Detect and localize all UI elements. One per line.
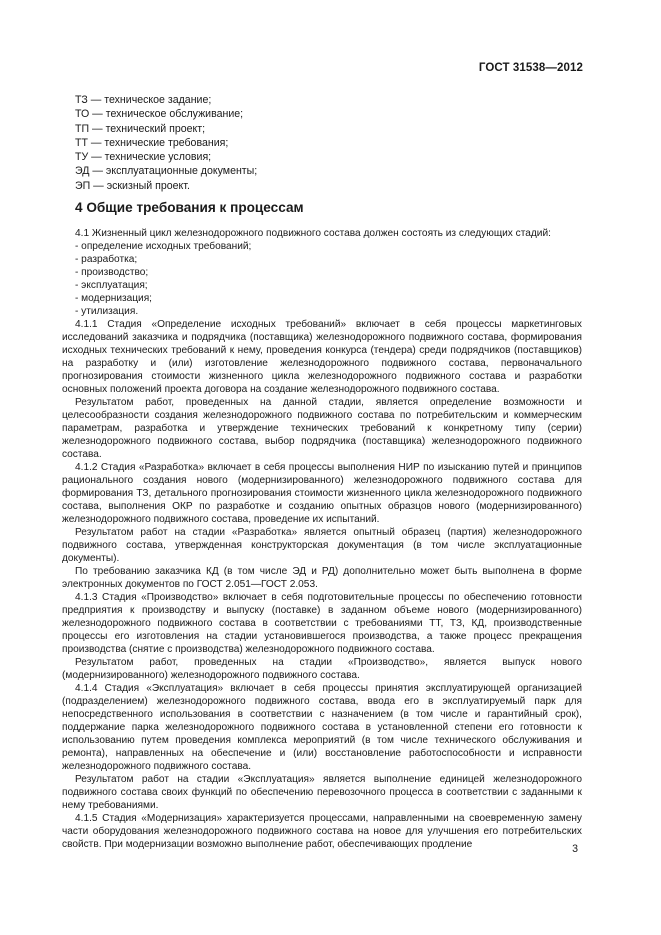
stage-list-item: - определение исходных требований;: [75, 241, 252, 252]
stage-list-item: - производство;: [75, 267, 149, 278]
paragraph-4-1-4-result: Результатом работ на стадии «Эксплуатация» является выполнение единицей железнодорожного подвижного состава своих функций по обеспечению перевозочного процесса в соответствии с заданными к нему требованиями.: [62, 774, 582, 811]
paragraph-4-1: 4.1 Жизненный цикл железнодорожного подвижного состава должен состоять из следующих стадий:: [75, 228, 551, 239]
paragraph-4-1-5: 4.1.5 Стадия «Модернизация» характеризуется процессами, направленными на своевременную замену части оборудования железнодорожного подвижного состава на новое для улучшения его потребительских свойств. При модернизации возможно выполнение работ, обеспечивающих продление: [62, 813, 582, 850]
stage-list-item: - модернизация;: [75, 293, 152, 304]
standard-designation: ГОСТ 31538—2012: [478, 62, 583, 74]
abbreviation-item: ТТ — технические требования;: [75, 136, 229, 149]
abbreviation-item: ТЗ — техническое задание;: [75, 94, 212, 106]
abbreviation-item: ТУ — технические условия;: [75, 151, 212, 164]
section-body: [62, 227, 582, 851]
paragraph-4-1-2: 4.1.2 Стадия «Разработка» включает в себя процессы выполнения НИР по изысканию путей и принципов рационального создания нового (модернизированного) железнодорожного подвижного состава для формирования ТЗ, детального прогнозирования стоимости жизненного цикла железнодорожного подвижного состава, выполнения ОКР по разработке и созданию опытных образцов нового (модернизированного) железнодорожного подвижного состава, проведение их испытаний.: [62, 462, 582, 525]
abbreviation-list: [75, 93, 257, 193]
page-number: 3: [572, 843, 578, 855]
abbreviation-item: ТО — техническое обслуживание;: [75, 108, 244, 121]
paragraph-4-1-3-result: Результатом работ, проведенных на стадии «Производство», является выпуск нового (модернизированного) железнодорожного подвижного состава.: [62, 657, 582, 681]
paragraph-4-1-3: 4.1.3 Стадия «Производство» включает в себя подготовительные процессы по обеспечению готовности предприятия к производству и выпуску (поставке) в заданном объеме нового (модернизированного) железнодорожного подвижного состава в соответствии с требованиями ТТ, ТЗ, КД, производственные процессы его изготовления на стадии установившегося производства, а также процесс прекращения производства (снятие с производства) железнодорожного подвижного состава.: [62, 592, 582, 655]
stage-list-item: - утилизация.: [75, 306, 139, 317]
abbreviation-item: ТП — технический проект;: [75, 122, 206, 135]
paragraph-4-1-2-customer: По требованию заказчика КД (в том числе ЭД и РД) дополнительно может быть выполнена в форме электронных документов по ГОСТ 2.051—ГОСТ 2.053.: [62, 566, 582, 590]
paragraph-4-1-1: 4.1.1 Стадия «Определение исходных требований» включает в себя процессы маркетинговых исследований заказчика и подрядчика (поставщика) железнодорожного подвижного состава, формирования исходных технических требований к нему, проведения конкурса (тендера) среди подрядчиков (поставщиков) на разработку и (или) изготовление железнодорожного подвижного состава, первоначального прогнозирования стоимости жизненного цикла железнодорожного подвижного состава и разработки основных положений проекта договора на создание железнодорожного подвижного состава.: [62, 319, 582, 395]
abbreviation-item: ЭП — эскизный проект.: [75, 179, 190, 192]
paragraph-4-1-2-result: Результатом работ на стадии «Разработка» является опытный образец (партия) железнодорожного подвижного состава, утвержденная конструкторская документация (в том числе эксплуатационные документы).: [62, 527, 582, 564]
abbreviation-item: ЭД — эксплуатационные документы;: [75, 165, 258, 178]
paragraph-4-1-1-result: Результатом работ, проведенных на данной стадии, является определение возможности и целесообразности создания железнодорожного подвижного состава по потребительским и коммерческим параметрам, разработка и утверждение технических требований к конкретному типу (серии) железнодорожного подвижного состава, выбор подрядчика (поставщика) железнодорожного подвижного состава.: [62, 397, 582, 460]
paragraph-4-1-4: 4.1.4 Стадия «Эксплуатация» включает в себя процессы принятия эксплуатирующей организацией (подразделением) железнодорожного подвижного состава, ввода его в эксплуатируемый парк для непосредственного использования в соответствии с назначением (в том числе и гарантийный срок), поддержание парка железнодорожного подвижного состава в установленной степени его готовности к использованию путем проведения комплекса мероприятий (в том числе технического обслуживания и ремонта), направленных на обеспечение и (или) восстановление работоспособности и исправности железнодорожного подвижного состава.: [62, 683, 582, 772]
section-heading: 4 Общие требования к процессам: [75, 200, 304, 215]
stage-list-item: - эксплуатация;: [75, 280, 148, 291]
stage-list-item: - разработка;: [75, 254, 138, 265]
